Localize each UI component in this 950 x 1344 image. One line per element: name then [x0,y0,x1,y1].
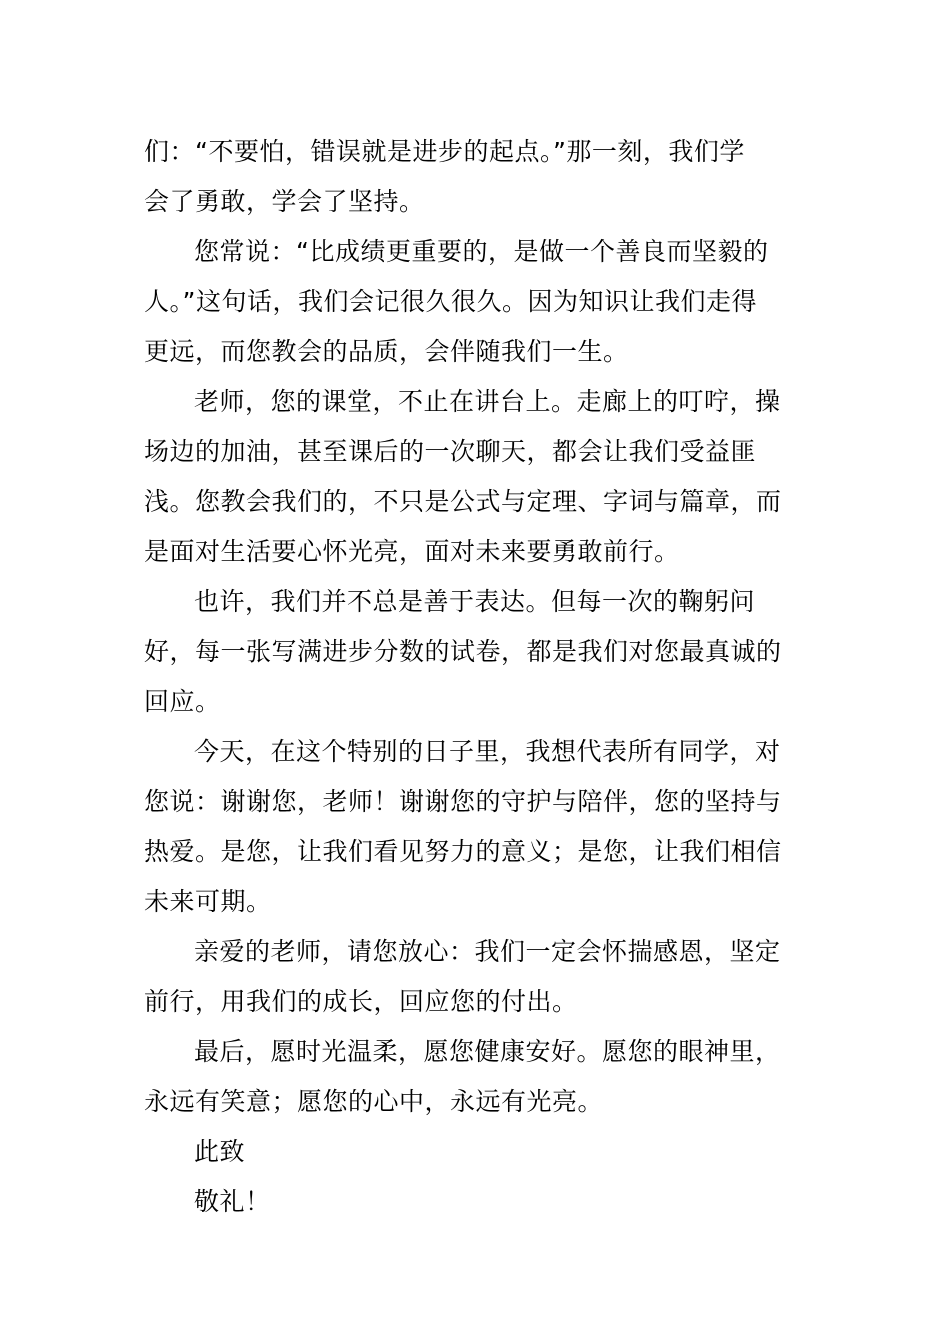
paragraph-5 [144,727,808,927]
text-line: 会了勇敢，学会了坚持。 [144,187,425,216]
text-line: 敬礼！ [194,1187,271,1216]
text-line: 场边的加油，甚至课后的一次聊天，都会让我们受益匪 [144,437,757,466]
text-line: 更远，而您教会的品质，会伴随我们一生。 [144,337,629,366]
text-line: 最后，愿时光温柔，愿您健康安好。愿您的眼神里， [194,1037,781,1066]
text-line: 回应。 [144,687,221,716]
text-line: 好，每一张写满进步分数的试卷，都是我们对您最真诚的 [144,637,782,666]
paragraph-3 [144,377,808,577]
text-line: 老师，您的课堂，不止在讲台上。走廊上的叮咛，操 [194,387,781,416]
text-line: 人。”这句话，我们会记很久很久。因为知识让我们走得 [144,287,757,316]
paragraph-4 [144,577,808,727]
text-line: 也许，我们并不总是善于表达。但每一次的鞠躬问 [194,587,756,616]
letter-body [144,127,808,1227]
text-line: 永远有笑意；愿您的心中，永远有光亮。 [144,1087,604,1116]
paragraph-2 [144,227,808,377]
text-line: 未来可期。 [144,887,272,916]
text-line: 此致 [194,1137,246,1166]
text-line: 们：“不要怕，错误就是进步的起点。”那一刻，我们学 [144,137,745,166]
text-line: 今天，在这个特别的日子里，我想代表所有同学，对 [194,737,781,766]
paragraph-6 [144,927,808,1027]
closing-salutation [144,1127,808,1177]
text-line: 是面对生活要心怀光亮，面对未来要勇敢前行。 [144,537,680,566]
text-line: 您常说：“比成绩更重要的，是做一个善良而坚毅的 [194,237,769,266]
text-line: 热爱。是您，让我们看见努力的意义；是您，让我们相信 [144,837,782,866]
paragraph-7 [144,1027,808,1127]
paragraph-1 [144,127,808,227]
text-line: 您说：谢谢您，老师！谢谢您的守护与陪伴，您的坚持与 [144,787,782,816]
text-line: 亲爱的老师，请您放心：我们一定会怀揣感恩，坚定 [194,937,781,966]
closing-regards [144,1177,808,1227]
text-line: 浅。您教会我们的，不只是公式与定理、字词与篇章，而 [144,487,782,516]
text-line: 前行，用我们的成长，回应您的付出。 [144,987,578,1016]
